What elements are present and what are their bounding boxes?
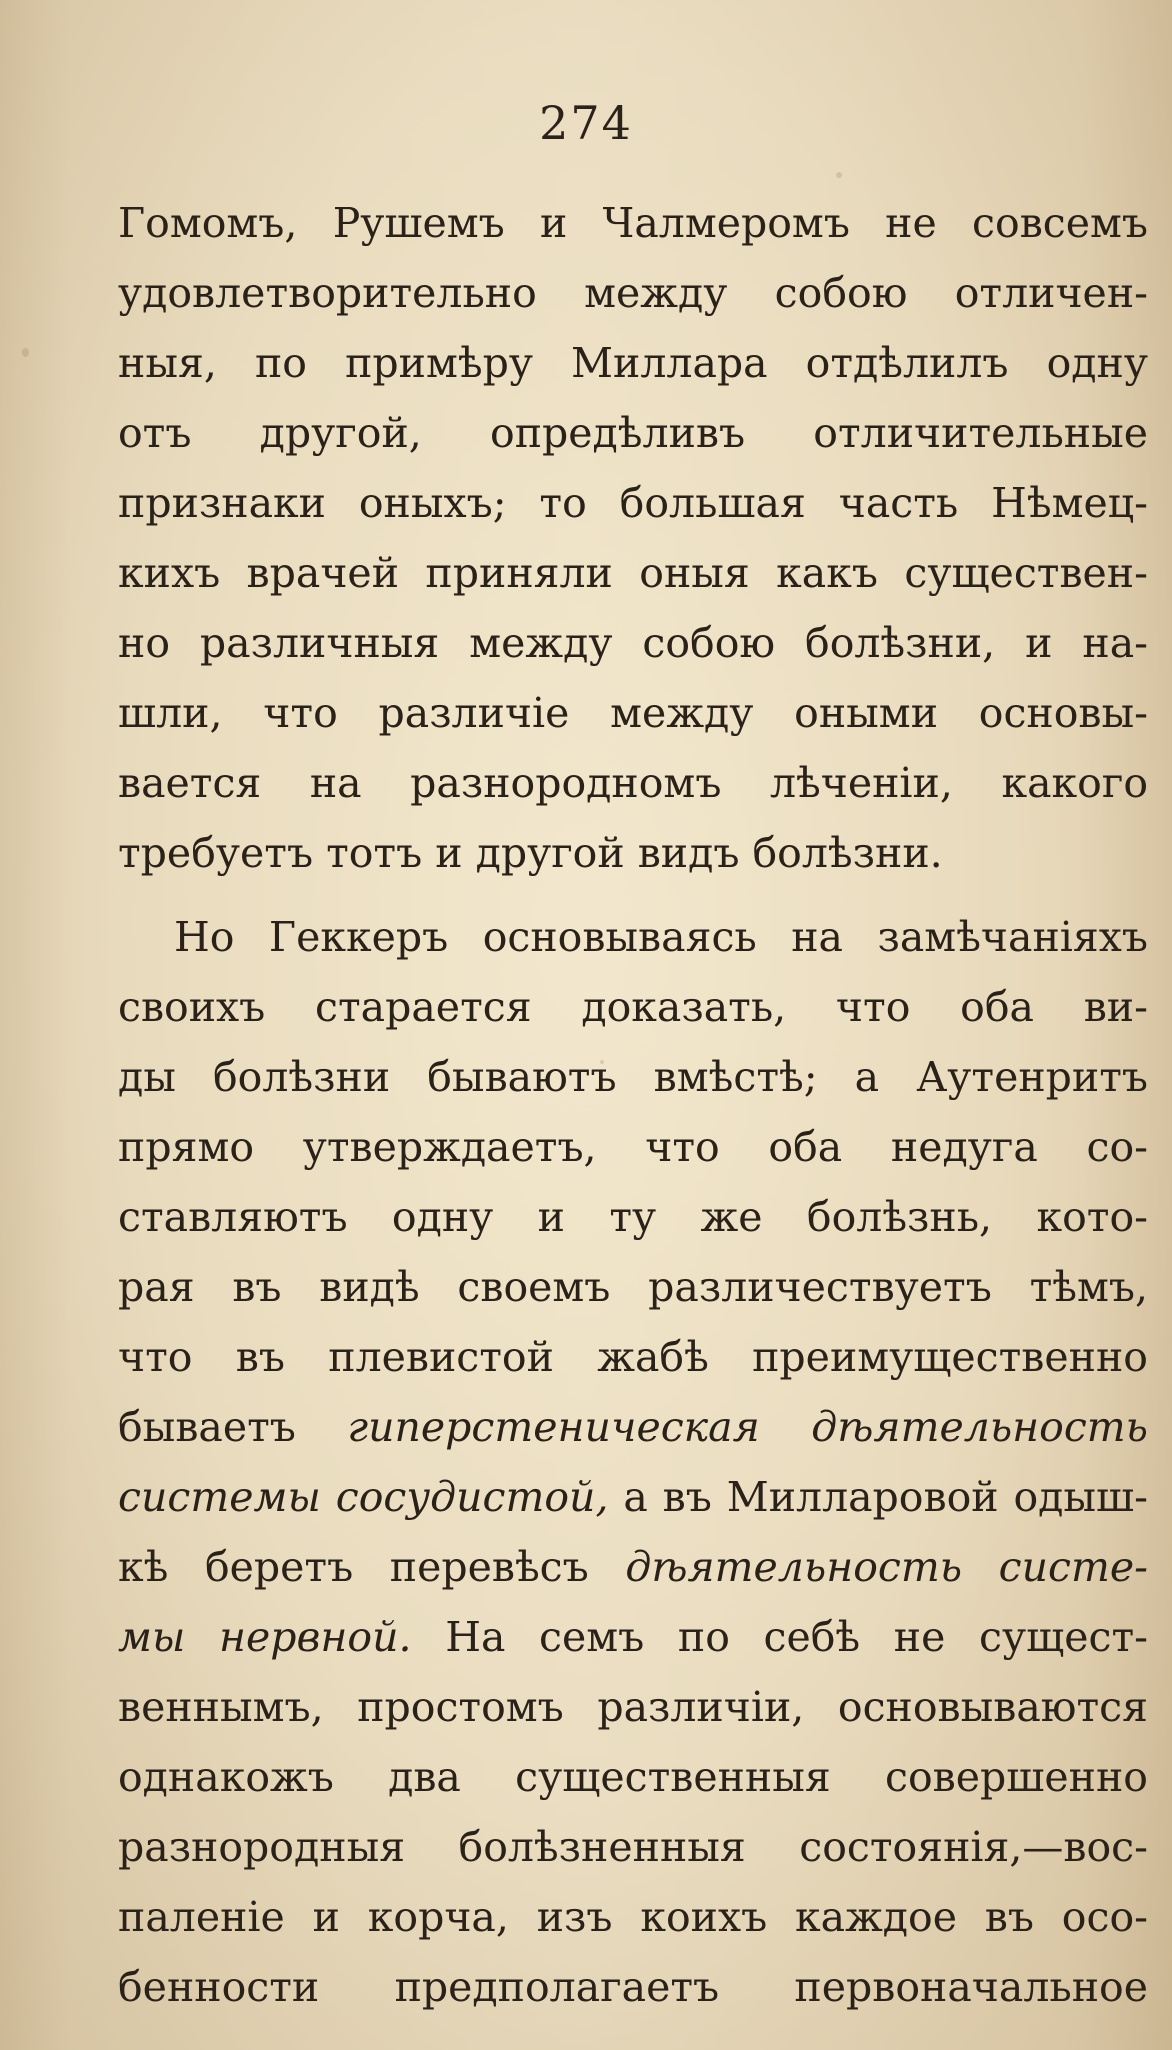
- text-line: [118, 1462, 1148, 1532]
- text-run: На семъ по себѣ не сущест-: [445, 1613, 1148, 1661]
- text-line: ды болѣзни бываютъ вмѣстѣ; а Аутенритъ: [118, 1053, 1148, 1101]
- text-line: ставляютъ одну и ту же болѣзнь, кото-: [118, 1193, 1148, 1241]
- text-line: Гомомъ, Рушемъ и Чалмеромъ не совсемъ: [118, 199, 1148, 247]
- text-line: [118, 1602, 1148, 1672]
- text-line: что въ плевистой жабѣ преимущественно: [118, 1333, 1148, 1381]
- paper-stain: [836, 172, 842, 178]
- text-line: требуетъ тотъ и другой видъ болѣзни.: [118, 829, 943, 877]
- text-line: веннымъ, простомъ различіи, основываются: [118, 1683, 1148, 1731]
- text-run: а въ Милларовой одыш-: [623, 1473, 1148, 1521]
- text-line: прямо утверждаетъ, что оба недуга со-: [118, 1123, 1148, 1171]
- text-line: своихъ старается доказать, что оба ви-: [118, 983, 1148, 1031]
- italic-text-run: системы сосудистой,: [118, 1473, 609, 1521]
- text-line: однакожъ два существенныя совершенно: [118, 1753, 1148, 1801]
- text-line: [118, 1532, 1148, 1602]
- italic-text-run: мы нервной.: [118, 1613, 412, 1661]
- page-number: 274: [539, 96, 633, 150]
- text-line: удовлетворительно между собою отличен-: [118, 269, 1148, 317]
- body-text: [118, 188, 1148, 2022]
- text-line: вается на разнородномъ лѣченіи, какого: [118, 759, 1148, 807]
- paragraph-gap: [118, 888, 1148, 902]
- text-line: отъ другой, опредѣливъ отличительные: [118, 409, 1148, 457]
- text-line: рая въ видѣ своемъ различествуетъ тѣмъ,: [118, 1263, 1148, 1311]
- text-line: но различныя между собою болѣзни, и на-: [118, 619, 1148, 667]
- text-line: бенности предполагаетъ первоначальное: [118, 1963, 1148, 2011]
- italic-text-run: гиперстеническая дѣятельность: [347, 1403, 1148, 1451]
- text-line: паленіе и корча, изъ коихъ каждое въ осо-: [118, 1893, 1148, 1941]
- text-line: ныя, по примѣру Миллара отдѣлилъ одну: [118, 339, 1148, 387]
- italic-text-run: дѣятельность систе-: [625, 1543, 1148, 1591]
- text-line: [118, 1392, 1148, 1462]
- text-line: разнородныя болѣзненныя состоянія,—вос-: [118, 1823, 1148, 1871]
- text-run: бываетъ: [118, 1403, 296, 1451]
- text-line: Но Геккеръ основываясь на замѣчаніяхъ: [174, 913, 1148, 961]
- text-run: кѣ беретъ перевѣсъ: [118, 1543, 589, 1591]
- text-line: кихъ врачей приняли оныя какъ существен-: [118, 549, 1148, 597]
- text-line: признаки оныхъ; то большая часть Нѣмец-: [118, 479, 1148, 527]
- text-line: шли, что различіе между оными основы-: [118, 689, 1148, 737]
- paper-stain: [22, 348, 29, 357]
